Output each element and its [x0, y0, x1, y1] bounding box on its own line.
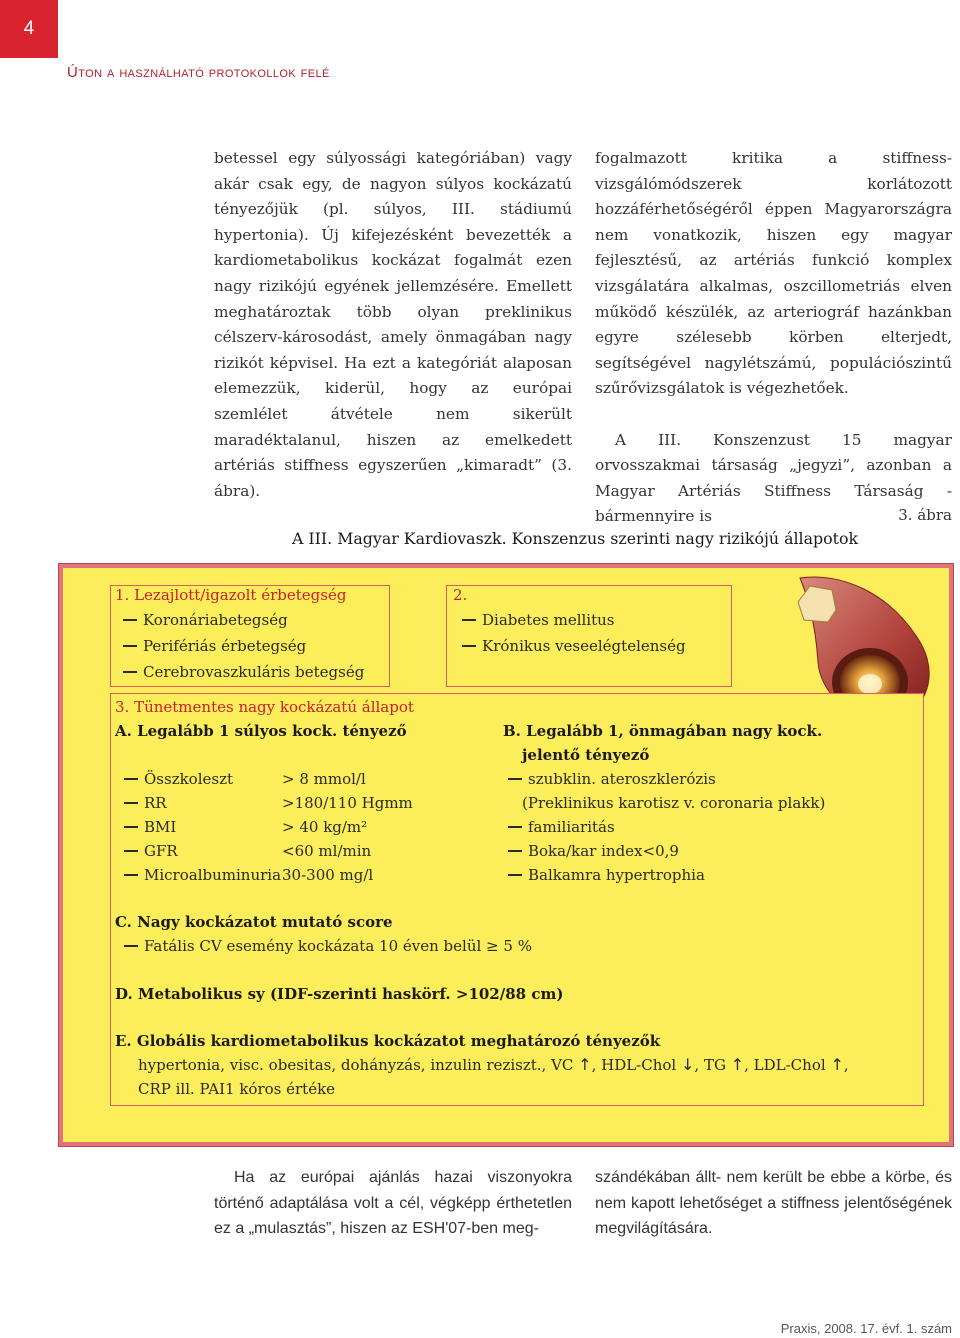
paragraph: betessel egy súlyossági kategóriában) vagy akár csak egy, de nagyon súlyos kockázatú tényezőjük (pl. súlyos, III. stádiumú hypertonia). Új kifejezésként bevezették a kardiometabolikus kockázat fogalmát ezen nagy rizikójú egyének jellemzésére. Emellett meghatároztak több olyan preklinikus célszerv-károsodást, amely önmagában nagy rizikót képvisel. Ha ezt a kategóriát alaposan elemezzük, kiderül, hogy az európai szemlélet átvétele nem sikerült maradéktalanul, hiszen az emelkedett artériás stiffness egyszerűen „kimaradt” (3. ábra).	[214, 149, 572, 500]
dash-icon	[124, 778, 138, 780]
page-footer: Praxis, 2008. 17. évf. 1. szám	[780, 1321, 952, 1336]
dash-icon	[508, 874, 522, 876]
body-column-top-left	[214, 146, 572, 504]
paragraph: A III. Konszenzust 15 magyar orvosszakmai társaság „jegyzi”, azonban a Magyar Artériás Stiffness Társaság -bármennyire is	[595, 430, 952, 526]
risk-factor-value: 30-300 mg/l	[282, 866, 374, 884]
dash-icon	[508, 778, 522, 780]
risk-factor-value: <60 ml/min	[282, 842, 372, 860]
list-item: Krónikus veseelégtelenség	[462, 634, 686, 658]
risk-factor-name: Microalbuminuria	[124, 863, 281, 887]
dash-icon	[462, 645, 476, 647]
dash-icon	[124, 945, 138, 947]
subsection-e-heading: E. Globális kardiometabolikus kockázatot meghatározó tényezők	[115, 1032, 661, 1050]
dash-icon	[508, 850, 522, 852]
dash-icon	[123, 619, 137, 621]
risk-factor-value: >180/110 Hgmm	[282, 794, 413, 812]
arrow-up-icon: ↑	[730, 1055, 745, 1074]
b-item: Boka/kar index<0,9	[508, 839, 679, 863]
subsection-b-heading-cont: jelentő tényező	[522, 746, 650, 764]
paragraph: fogalmazott kritika a stiffness-vizsgálómódszerek korlátozott hozzáférhetőségéről éppen Magyarországra nem vonatkozik, hiszen egy magyar fejlesztésű, az artériás funkció komplex vizsgálatára alkalmas, oszcillometriás elven működő készülék, az arteriográf hazánkban egyre szélesebb körben elterjedt, segítségével nagylétszámú, populációszintű szűrővizsgálatok is végezhetőek.	[595, 149, 952, 398]
risk-factor-name: GFR	[124, 839, 178, 863]
e-item-line-2: CRP ill. PAI1 kóros értéke	[138, 1080, 336, 1098]
b-item: (Preklinikus karotisz v. coronaria plakk)	[522, 794, 826, 812]
page-number: 4	[0, 0, 58, 58]
subsection-c-heading: C. Nagy kockázatot mutató score	[115, 913, 393, 931]
paragraph: szándékában állt- nem került be ebbe a körbe, és nem kapott lehetőséget a stiffness jelentőségének megvilágítására.	[595, 1169, 952, 1238]
body-column-top-right	[595, 146, 952, 530]
list-item: Perifériás érbetegség	[123, 634, 306, 658]
b-item: familiaritás	[508, 815, 615, 839]
figure-number: 3. ábra	[898, 506, 952, 524]
running-head: Úton a használható protokollok felé	[67, 64, 330, 81]
subsection-a-heading: A. Legalább 1 súlyos kock. tényező	[115, 722, 407, 740]
dash-icon	[124, 802, 138, 804]
dash-icon	[123, 671, 137, 673]
box1-heading: 1. Lezajlott/igazolt érbetegség	[115, 586, 347, 604]
arrow-up-icon: ↑	[578, 1055, 592, 1074]
body-column-bottom-left	[214, 1165, 572, 1242]
risk-factor-name: RR	[124, 791, 167, 815]
risk-factor-value: > 8 mmol/l	[282, 770, 366, 788]
subsection-b-heading: B. Legalább 1, önmagában nagy kock.	[503, 722, 823, 740]
list-item: Cerebrovaszkuláris betegség	[123, 660, 364, 684]
risk-factor-name: BMI	[124, 815, 176, 839]
body-column-bottom-right	[595, 1165, 952, 1242]
dash-icon	[123, 645, 137, 647]
box2-heading: 2.	[453, 586, 468, 604]
b-item: Balkamra hypertrophia	[508, 863, 705, 887]
subsection-d-heading: D. Metabolikus sy (IDF-szerinti haskörf. >102/88 cm)	[115, 985, 564, 1003]
dash-icon	[124, 850, 138, 852]
dash-icon	[124, 826, 138, 828]
dash-icon	[508, 826, 522, 828]
figure-title: A III. Magyar Kardiovaszk. Konszenzus szerinti nagy rizikójú állapotok	[292, 529, 859, 548]
c-item: Fatális CV esemény kockázata 10 éven belül ≥ 5 %	[124, 934, 532, 958]
b-item: szubklin. ateroszklerózis	[508, 767, 716, 791]
arrow-down-icon: ↓	[681, 1055, 695, 1074]
risk-factor-name: Összkoleszt	[124, 767, 233, 791]
arrow-up-icon: ↑	[830, 1055, 844, 1074]
box3-heading: 3. Tünetmentes nagy kockázatú állapot	[115, 698, 414, 716]
dash-icon	[462, 619, 476, 621]
list-item: Diabetes mellitus	[462, 608, 615, 632]
risk-factor-value: > 40 kg/m²	[282, 818, 368, 836]
list-item: Koronáriabetegség	[123, 608, 288, 632]
paragraph: Ha az európai ajánlás hazai viszonyokra történő adaptálása volt a cél, végképp érthetetlen ez a „mulasztás”, hiszen az ESH'07-ben meg-	[214, 1169, 572, 1238]
dash-icon	[124, 874, 138, 876]
e-item-line-1: hypertonia, visc. obesitas, dohányzás, inzulin reziszt., VC ↑, HDL-Chol ↓, TG ↑, LDL-Chol ↑,	[138, 1055, 849, 1074]
